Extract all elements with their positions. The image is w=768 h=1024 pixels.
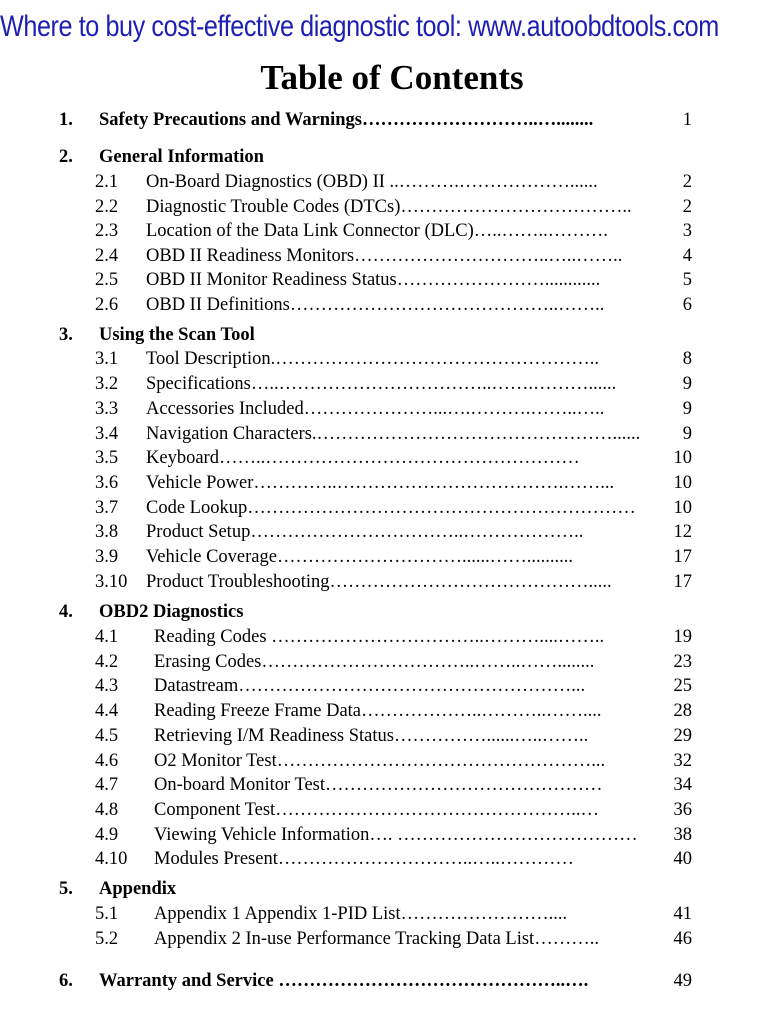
entry-page-number: 41 [673, 904, 692, 924]
entry-page-number: 10 [673, 498, 692, 518]
toc-entry[interactable] [0, 520, 768, 545]
entry-title: Product Troubleshooting……………………………………..... [146, 572, 612, 592]
entry-page-number: 1 [682, 110, 692, 130]
toc-entry[interactable] [0, 650, 768, 675]
toc-entry[interactable] [0, 170, 768, 195]
entry-title: Reading Freeze Frame Data………………..………..…….... [154, 701, 602, 721]
entry-page-number: 46 [673, 929, 692, 949]
dot-leader: …………………………......…….......... [276, 547, 573, 567]
toc-entry[interactable] [0, 422, 768, 447]
toc-entry[interactable] [0, 293, 768, 318]
entry-number: 3.5 [95, 448, 119, 468]
entry-page-number: 9 [682, 374, 692, 394]
dot-leader: ……………………………….. [400, 197, 632, 217]
dot-leader: ……………………………………..... [329, 572, 612, 592]
entry-page-number: 9 [682, 424, 692, 444]
entry-title: Product Setup……………………………..……………….. [146, 522, 584, 542]
page-title: Table of Contents [260, 58, 524, 97]
entry-title: Component Test…………………………………………..… [154, 800, 599, 820]
entry-page-number: 9 [682, 399, 692, 419]
entry-number: 3.1 [95, 349, 119, 369]
entry-title: Using the Scan Tool [99, 325, 255, 345]
entry-title: Modules Present…………………………..…..………… [154, 849, 574, 869]
entry-title: Erasing Codes……………………………..……..……........ [154, 652, 595, 672]
entry-title: Vehicle Power…………..……………………………….……... [146, 473, 615, 493]
entry-page-number: 10 [673, 473, 692, 493]
entry-title: General Information [99, 147, 264, 167]
entry-page-number: 36 [673, 800, 692, 820]
dot-leader: ………………………..…........ [361, 110, 594, 130]
entry-page-number: 6 [682, 295, 692, 315]
toc-entry[interactable] [0, 268, 768, 293]
entry-title: OBD II Monitor Readiness Status……………………............ [146, 270, 601, 290]
entry-page-number: 5 [682, 270, 692, 290]
toc-entry[interactable] [0, 570, 768, 595]
entry-number: 4.2 [95, 652, 119, 672]
entry-title: On-Board Diagnostics (OBD) II ..……….………………...... [146, 172, 598, 192]
entry-page-number: 49 [673, 971, 692, 991]
dot-leader: .…………………………………………….. [270, 349, 599, 369]
entry-number: 6. [59, 971, 73, 991]
dot-leader: …………………………..…..………… [277, 849, 574, 869]
toc-entry[interactable] [0, 625, 768, 650]
entry-number: 3.6 [95, 473, 119, 493]
entry-page-number: 40 [673, 849, 692, 869]
toc-entry[interactable] [0, 773, 768, 798]
dot-leader: …. ………………………………… [369, 825, 638, 845]
dot-leader: ………………..………..…….... [361, 701, 602, 721]
dot-leader: ………………………………………..…. [278, 971, 589, 991]
entry-number: 4.10 [95, 849, 128, 869]
entry-title: Viewing Vehicle Information…. ………………………………… [154, 825, 638, 845]
entry-title: O2 Monitor Test……………………………………………... [154, 751, 606, 771]
entry-title: On-board Monitor Test……………………………………… [154, 775, 603, 795]
toc-section[interactable] [0, 600, 768, 625]
entry-title: Vehicle Coverage…………………………......…….......... [146, 547, 573, 567]
toc-entry[interactable] [0, 823, 768, 848]
entry-number: 3.2 [95, 374, 119, 394]
toc-entry[interactable] [0, 397, 768, 422]
dot-leader: ……………………………………………………… [247, 498, 636, 518]
toc-entry[interactable] [0, 195, 768, 220]
dot-leader: …..……………………………..…….………...... [250, 374, 617, 394]
entry-number: 4.5 [95, 726, 119, 746]
dot-leader: …………..……………………………….……... [253, 473, 615, 493]
dot-leader: ……………………………………..…….. [289, 295, 605, 315]
dot-leader: …..……..………. [473, 221, 608, 241]
dot-leader: ……………………………..……………….. [250, 522, 584, 542]
entry-title: Retrieving I/M Readiness Status……………......…..…….. [154, 726, 589, 746]
toc-entry[interactable] [0, 798, 768, 823]
entry-page-number: 25 [673, 676, 692, 696]
toc-entry[interactable] [0, 347, 768, 372]
toc-entry[interactable] [0, 674, 768, 699]
entry-number: 4.9 [95, 825, 119, 845]
toc-entry[interactable] [0, 927, 768, 952]
entry-page-number: 4 [682, 246, 692, 266]
source-banner: Where to buy cost-effective diagnostic tool: www.autoobdtools.com [0, 10, 719, 43]
entry-title: OBD II Definitions……………………………………..…….. [146, 295, 605, 315]
entry-number: 3.8 [95, 522, 119, 542]
entry-page-number: 17 [673, 572, 692, 592]
dot-leader: ……………………………………… [325, 775, 603, 795]
entry-title: Diagnostic Trouble Codes (DTCs)……………………………….. [146, 197, 632, 217]
entry-number: 2.5 [95, 270, 119, 290]
entry-number: 2.3 [95, 221, 119, 241]
dot-leader: ……..…………………………………………… [218, 448, 580, 468]
entry-title: Appendix 2 In-use Performance Tracking Data List……….. [154, 929, 599, 949]
entry-title: OBD2 Diagnostics [99, 602, 244, 622]
entry-page-number: 34 [673, 775, 692, 795]
toc-entry[interactable] [0, 902, 768, 927]
entry-number: 4.6 [95, 751, 119, 771]
entry-page-number: 17 [673, 547, 692, 567]
entry-title: Specifications…..……………………………..…….………...... [146, 374, 617, 394]
dot-leader: ……….. [534, 929, 599, 949]
entry-title: Reading Codes ……………………………..………....…….. [154, 627, 605, 647]
entry-page-number: 28 [673, 701, 692, 721]
entry-number: 5. [59, 879, 73, 899]
dot-leader: ………………………………………………... [238, 676, 586, 696]
entry-title: Keyboard……..…………………………………………… [146, 448, 580, 468]
entry-number: 2. [59, 147, 73, 167]
entry-title: Safety Precautions and Warnings………………………..…........ [99, 110, 594, 130]
toc-section[interactable] [0, 108, 768, 133]
entry-number: 3. [59, 325, 73, 345]
entry-title: Datastream………………………………………………... [154, 676, 586, 696]
entry-number: 4.7 [95, 775, 119, 795]
dot-leader: ……………………………..………....…….. [271, 627, 605, 647]
entry-title: OBD II Readiness Monitors…………………………..…..…….. [146, 246, 623, 266]
toc-entry[interactable] [0, 847, 768, 872]
dot-leader: ……………………………..……..……........ [261, 652, 595, 672]
toc-entry[interactable] [0, 699, 768, 724]
toc-entry[interactable] [0, 372, 768, 397]
entry-number: 3.7 [95, 498, 119, 518]
toc-entry[interactable] [0, 496, 768, 521]
entry-number: 4.1 [95, 627, 119, 647]
entry-page-number: 2 [682, 197, 692, 217]
entry-page-number: 32 [673, 751, 692, 771]
entry-number: 2.2 [95, 197, 119, 217]
toc-entry[interactable] [0, 749, 768, 774]
entry-number: 3.3 [95, 399, 119, 419]
dot-leader: …………………...….……….……..….. [303, 399, 605, 419]
entry-title: Code Lookup……………………………………………………… [146, 498, 636, 518]
entry-page-number: 10 [673, 448, 692, 468]
dot-leader: ..……….………………...... [384, 172, 598, 192]
toc-entry[interactable] [0, 219, 768, 244]
dot-leader: …………………………..…..…….. [354, 246, 623, 266]
dot-leader: …………………………………………..… [275, 800, 599, 820]
entry-number: 5.1 [95, 904, 119, 924]
entry-number: 4.4 [95, 701, 119, 721]
entry-number: 4.8 [95, 800, 119, 820]
toc-entry[interactable] [0, 244, 768, 269]
toc-section[interactable] [0, 323, 768, 348]
toc-entry[interactable] [0, 446, 768, 471]
dot-leader: ……………......…..…….. [393, 726, 589, 746]
entry-title: Appendix 1 Appendix 1-PID List…………………….... [154, 904, 568, 924]
entry-number: 2.6 [95, 295, 119, 315]
entry-number: 2.1 [95, 172, 119, 192]
dot-leader: ……………………………………………... [276, 751, 606, 771]
entry-number: 3.4 [95, 424, 119, 444]
entry-page-number: 29 [673, 726, 692, 746]
dot-leader: …………………….... [400, 904, 568, 924]
entry-number: 1. [59, 110, 73, 130]
entry-page-number: 38 [673, 825, 692, 845]
toc-entry[interactable] [0, 471, 768, 496]
entry-number: 3.10 [95, 572, 128, 592]
entry-title: Location of the Data Link Connector (DLC)…..……..………. [146, 221, 608, 241]
entry-page-number: 3 [682, 221, 692, 241]
entry-title: Tool Description.…………………………………………….. [146, 349, 599, 369]
toc-entry[interactable] [0, 545, 768, 570]
toc-entry[interactable] [0, 724, 768, 749]
entry-number: 3.9 [95, 547, 119, 567]
toc-section[interactable] [0, 145, 768, 170]
entry-page-number: 19 [673, 627, 692, 647]
dot-leader: .…………………………………………...... [311, 424, 641, 444]
dot-leader: ……………………............ [396, 270, 601, 290]
entry-page-number: 8 [682, 349, 692, 369]
entry-number: 5.2 [95, 929, 119, 949]
entry-number: 2.4 [95, 246, 119, 266]
entry-number: 4. [59, 602, 73, 622]
toc-section[interactable] [0, 969, 768, 994]
entry-page-number: 23 [673, 652, 692, 672]
entry-number: 4.3 [95, 676, 119, 696]
entry-title: Accessories Included…………………...….……….……..….. [146, 399, 605, 419]
entry-title: Navigation Characters.…………………………………………...... [146, 424, 641, 444]
entry-title: Appendix [99, 879, 177, 899]
entry-title: Warranty and Service ………………………………………..…. [99, 971, 589, 991]
entry-page-number: 12 [673, 522, 692, 542]
entry-page-number: 2 [682, 172, 692, 192]
toc-section[interactable] [0, 877, 768, 902]
